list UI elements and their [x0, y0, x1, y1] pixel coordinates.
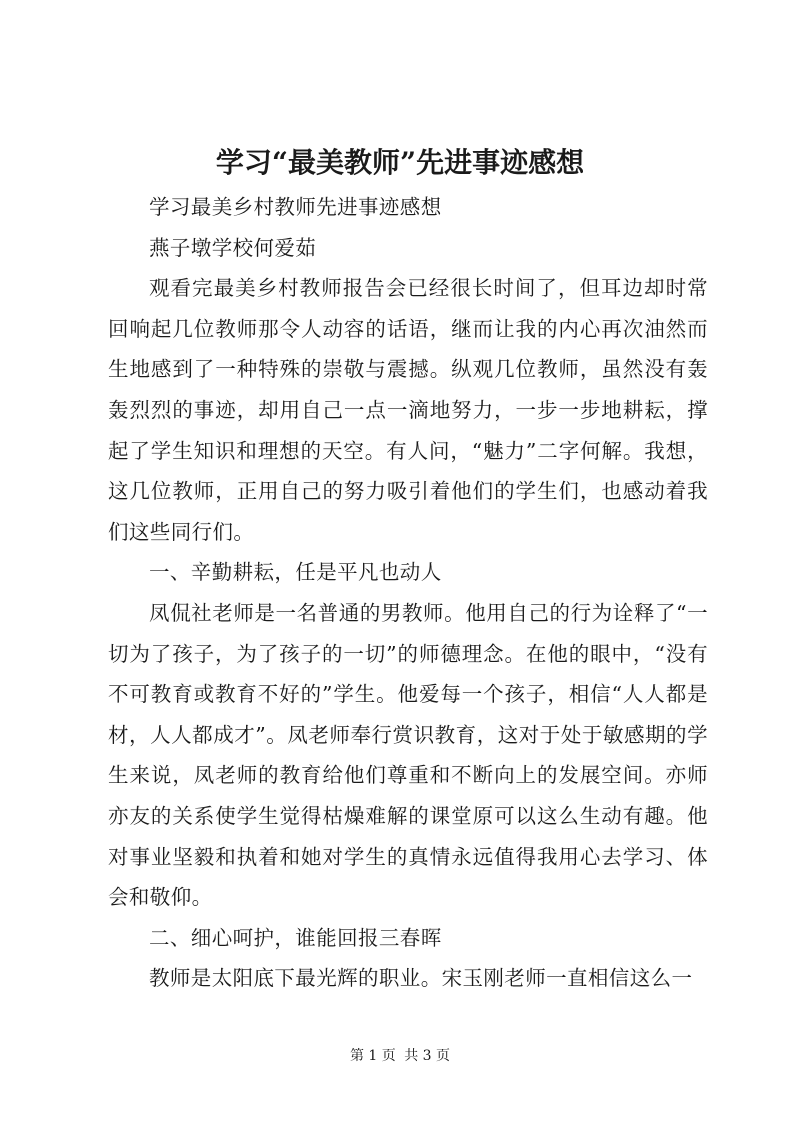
section-1-paragraph: 凤侃社老师是一名普通的男教师。他用自己的行为诠释了“一切为了孩子，为了孩子的一切”的师德理念。在他的眼中，“没有不可教育或教育不好的”学生。他爱每一个孩子，相信“人人都是材，人人都成才”。凤老师奉行赏识教育，这对于处于敏感期的学生来说，凤老师的教育给他们尊重和不断向上的发展空间。亦师亦友的关系使学生觉得枯燥难解的课堂原可以这么生动有趣。他对事业坚毅和执着和她对学生的真情永远值得我用心去学习、体会和敬仰。: [108, 600, 708, 910]
section-heading-1: 一、辛勤耕耘，任是平凡也动人: [149, 560, 442, 585]
page-footer: [0, 1046, 800, 1066]
page-total: 共 3 页: [404, 1048, 451, 1064]
author-paragraph: 燕子墩学校何爱茹: [149, 235, 317, 260]
page-number: 第 1 页: [349, 1048, 396, 1064]
section-2-paragraph: 教师是太阳底下最光辉的职业。宋玉刚老师一直相信这么一: [149, 966, 693, 991]
section-heading-2: 二、细心呵护，谁能回报三春晖: [149, 925, 442, 950]
intro-paragraph: 观看完最美乡村教师报告会已经很长时间了，但耳边却时常回响起几位教师那令人动容的话语，继而让我的内心再次油然而生地感到了一种特殊的崇敬与震撼。纵观几位教师，虽然没有轰轰烈烈的事迹，却用自己一点一滴地努力，一步一步地耕耘，撑起了学生知识和理想的天空。有人问，“魅力”二字何解。我想，这几位教师，正用自己的努力吸引着他们的学生们，也感动着我们这些同行们。: [108, 276, 708, 544]
subtitle-paragraph: 学习最美乡村教师先进事迹感想: [149, 195, 442, 219]
document-title: 学习“最美教师”先进事迹感想: [215, 146, 585, 179]
document-body: [108, 187, 708, 999]
